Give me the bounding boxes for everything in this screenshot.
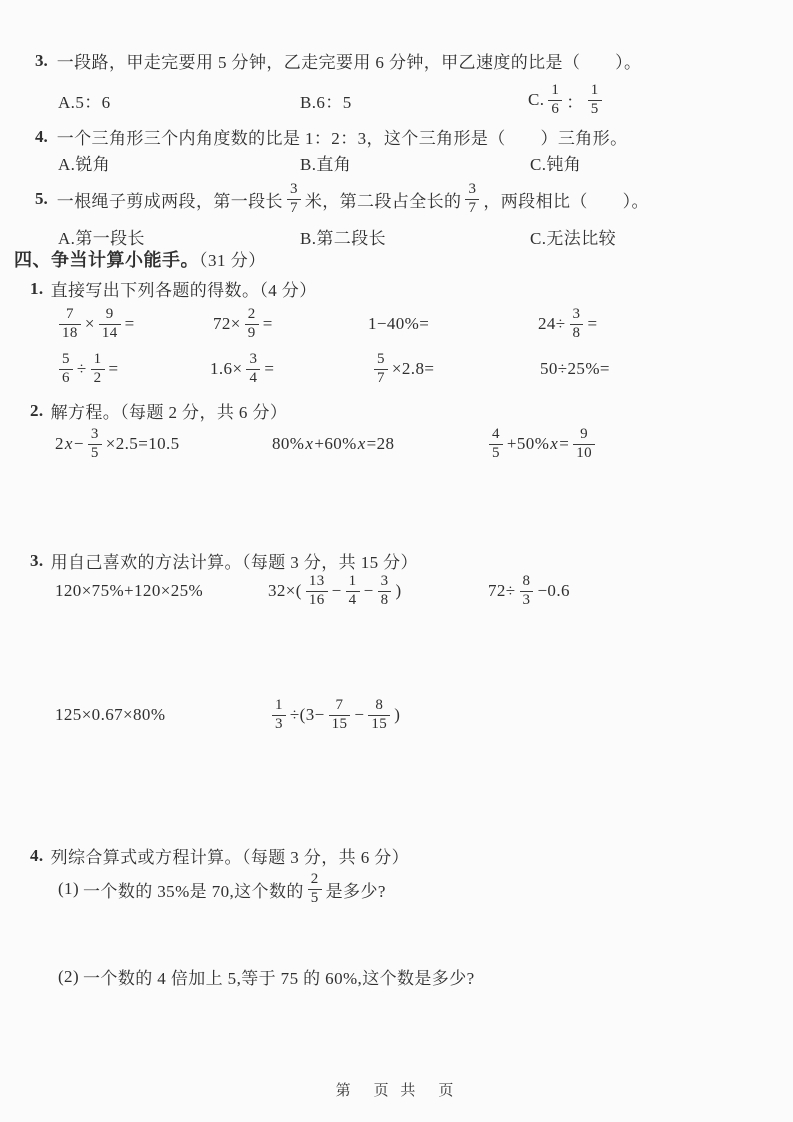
- fraction: $\frac{9}{14}$: [99, 306, 121, 342]
- part-4-sub-2-number: (2): [58, 966, 80, 986]
- section-4-title: [14, 246, 266, 272]
- part-4-number: 4.: [30, 845, 44, 865]
- part-4-sub-1-text: 一个数的 35%是 70,这个数的 $\frac{2}{5}$ 是多少?: [83, 870, 386, 906]
- question-3-text: 一段路，甲走完要用 5 分钟，乙走完要用 6 分钟，甲乙速度的比是（ ）。: [56, 53, 642, 72]
- fraction: $\frac{3}{8}$: [378, 573, 392, 609]
- question-5-option-b: B.第二段长: [300, 228, 386, 248]
- question-3-number: 3.: [35, 50, 48, 70]
- fraction: $\frac{3}{7}$: [465, 181, 479, 217]
- question-4-option-a: A.锐角: [58, 154, 111, 174]
- section-4-score: （31 分）: [199, 251, 266, 270]
- equation-row: [0, 420, 793, 468]
- part-2-title-text: 解方程。（每题 2 分，共 6 分）: [50, 403, 288, 422]
- fraction: $\frac{1}{6}$: [548, 82, 562, 118]
- question-3: [35, 48, 641, 73]
- method-item: 125×0.67×80%: [55, 705, 166, 724]
- calc-item: $\frac{5}{6}$ ÷ $\frac{1}{2}$ =: [55, 347, 119, 391]
- part-4-sub-2-text: 一个数的 4 倍加上 5,等于 75 的 60%,这个数是多少?: [83, 969, 475, 988]
- fraction: $\frac{1}{3}$: [272, 697, 286, 733]
- question-5-option-c: C.无法比较: [530, 228, 616, 248]
- question-5-text: 一根绳子剪成两段，第一段长 $\frac{3}{7}$ 米，第二段占全长的 $\frac{3}{7}$ ，两段相比（ ）。: [56, 180, 649, 216]
- method-item: 32×( $\frac{13}{16}$ − $\frac{1}{4}$ − $\frac{3}{8}$ ): [268, 572, 402, 608]
- fraction: $\frac{2}{5}$: [308, 871, 322, 907]
- fraction: $\frac{8}{3}$: [520, 573, 534, 609]
- section-4-title-text: 四、争当计算小能手。: [14, 250, 199, 270]
- part-4-sub-1: [58, 866, 386, 912]
- fraction: $\frac{7}{18}$: [59, 306, 81, 342]
- equation-item: 80% x +60% x =28: [272, 434, 395, 453]
- part-1-title: [30, 276, 317, 301]
- fraction: $\frac{9}{10}$: [573, 426, 595, 462]
- question-4-options: [0, 148, 793, 176]
- question-3-option-a: A.5：6: [58, 92, 111, 112]
- calc-item: 50÷25%=: [540, 359, 610, 378]
- calc-item: $\frac{5}{7}$ ×2.8=: [370, 347, 434, 391]
- part-4-title-text: 列综合算式或方程计算。（每题 3 分，共 6 分）: [50, 848, 410, 867]
- part-3-title-text: 用自己喜欢的方法计算。（每题 3 分，共 15 分）: [50, 553, 418, 572]
- question-3-option-b: B.6：5: [300, 92, 352, 112]
- question-5-number: 5.: [35, 189, 48, 208]
- fraction: $\frac{1}{2}$: [91, 351, 105, 387]
- calc-item: 24÷ $\frac{3}{8}$ =: [538, 305, 598, 341]
- method-item: 120×75%+120×25%: [55, 581, 204, 600]
- question-5: [35, 177, 649, 221]
- fraction: $\frac{7}{15}$: [329, 697, 351, 733]
- page-footer: 第 页 共 页: [335, 1083, 458, 1099]
- part-1-title-text: 直接写出下列各题的得数。（4 分）: [50, 281, 317, 300]
- calc-item: 1.6× $\frac{3}{4}$ =: [210, 350, 275, 386]
- method-row-1: [0, 566, 793, 616]
- method-item: $\frac{1}{3}$ ÷(3− $\frac{7}{15}$ − $\frac{8}{15}$ ): [268, 690, 400, 740]
- calc-row-1: [0, 302, 793, 346]
- part-4-sub-2: [58, 964, 475, 989]
- equation-item: $\frac{4}{5}$ +50% x = $\frac{9}{10}$: [485, 420, 599, 468]
- question-3-option-c: [528, 78, 606, 122]
- question-4-text: 一个三角形三个内角度数的比是 1：2：3，这个三角形是（ ）三角形。: [56, 129, 628, 148]
- calc-row-2: [0, 347, 793, 391]
- fraction: $\frac{4}{5}$: [489, 426, 503, 462]
- question-4-option-b: B.直角: [300, 154, 352, 174]
- part-4-sub-1-number: (1): [58, 879, 80, 898]
- question-3-option-c-prefix: C.: [528, 90, 545, 109]
- question-3-options: [0, 78, 793, 122]
- method-item: 72÷ $\frac{8}{3}$ −0.6: [488, 572, 570, 608]
- calc-item: 1−40%=: [368, 314, 430, 333]
- fraction: $\frac{5}{6}$: [59, 351, 73, 387]
- fraction: $\frac{3}{7}$: [287, 181, 301, 217]
- calc-item: $\frac{7}{18}$ × $\frac{9}{14}$ =: [55, 302, 135, 346]
- question-4: [35, 124, 628, 149]
- part-3-number: 3.: [30, 550, 44, 570]
- question-3-option-c-math: $\frac{1}{6}$ ： $\frac{1}{5}$: [544, 82, 605, 118]
- fraction: $\frac{3}{5}$: [88, 426, 102, 462]
- question-4-number: 4.: [35, 126, 48, 146]
- fraction: $\frac{3}{4}$: [246, 351, 260, 387]
- question-4-option-c: C.钝角: [530, 154, 582, 174]
- fraction: $\frac{5}{7}$: [374, 351, 388, 387]
- fraction: $\frac{2}{9}$: [245, 306, 259, 342]
- part-4-title: [30, 843, 409, 868]
- calc-item: 72× $\frac{2}{9}$ =: [213, 305, 273, 341]
- fraction: $\frac{1}{5}$: [588, 82, 602, 118]
- question-5-option-a: A.第一段长: [58, 228, 145, 248]
- fraction: $\frac{8}{15}$: [368, 697, 390, 733]
- fraction: $\frac{3}{8}$: [570, 306, 584, 342]
- method-row-2: [0, 690, 793, 740]
- part-1-number: 1.: [30, 278, 44, 298]
- part-2-number: 2.: [30, 400, 44, 420]
- fraction: $\frac{1}{4}$: [346, 573, 360, 609]
- equation-item: 2 x − $\frac{3}{5}$ ×2.5=10.5: [55, 425, 180, 461]
- fraction: $\frac{13}{16}$: [306, 573, 328, 609]
